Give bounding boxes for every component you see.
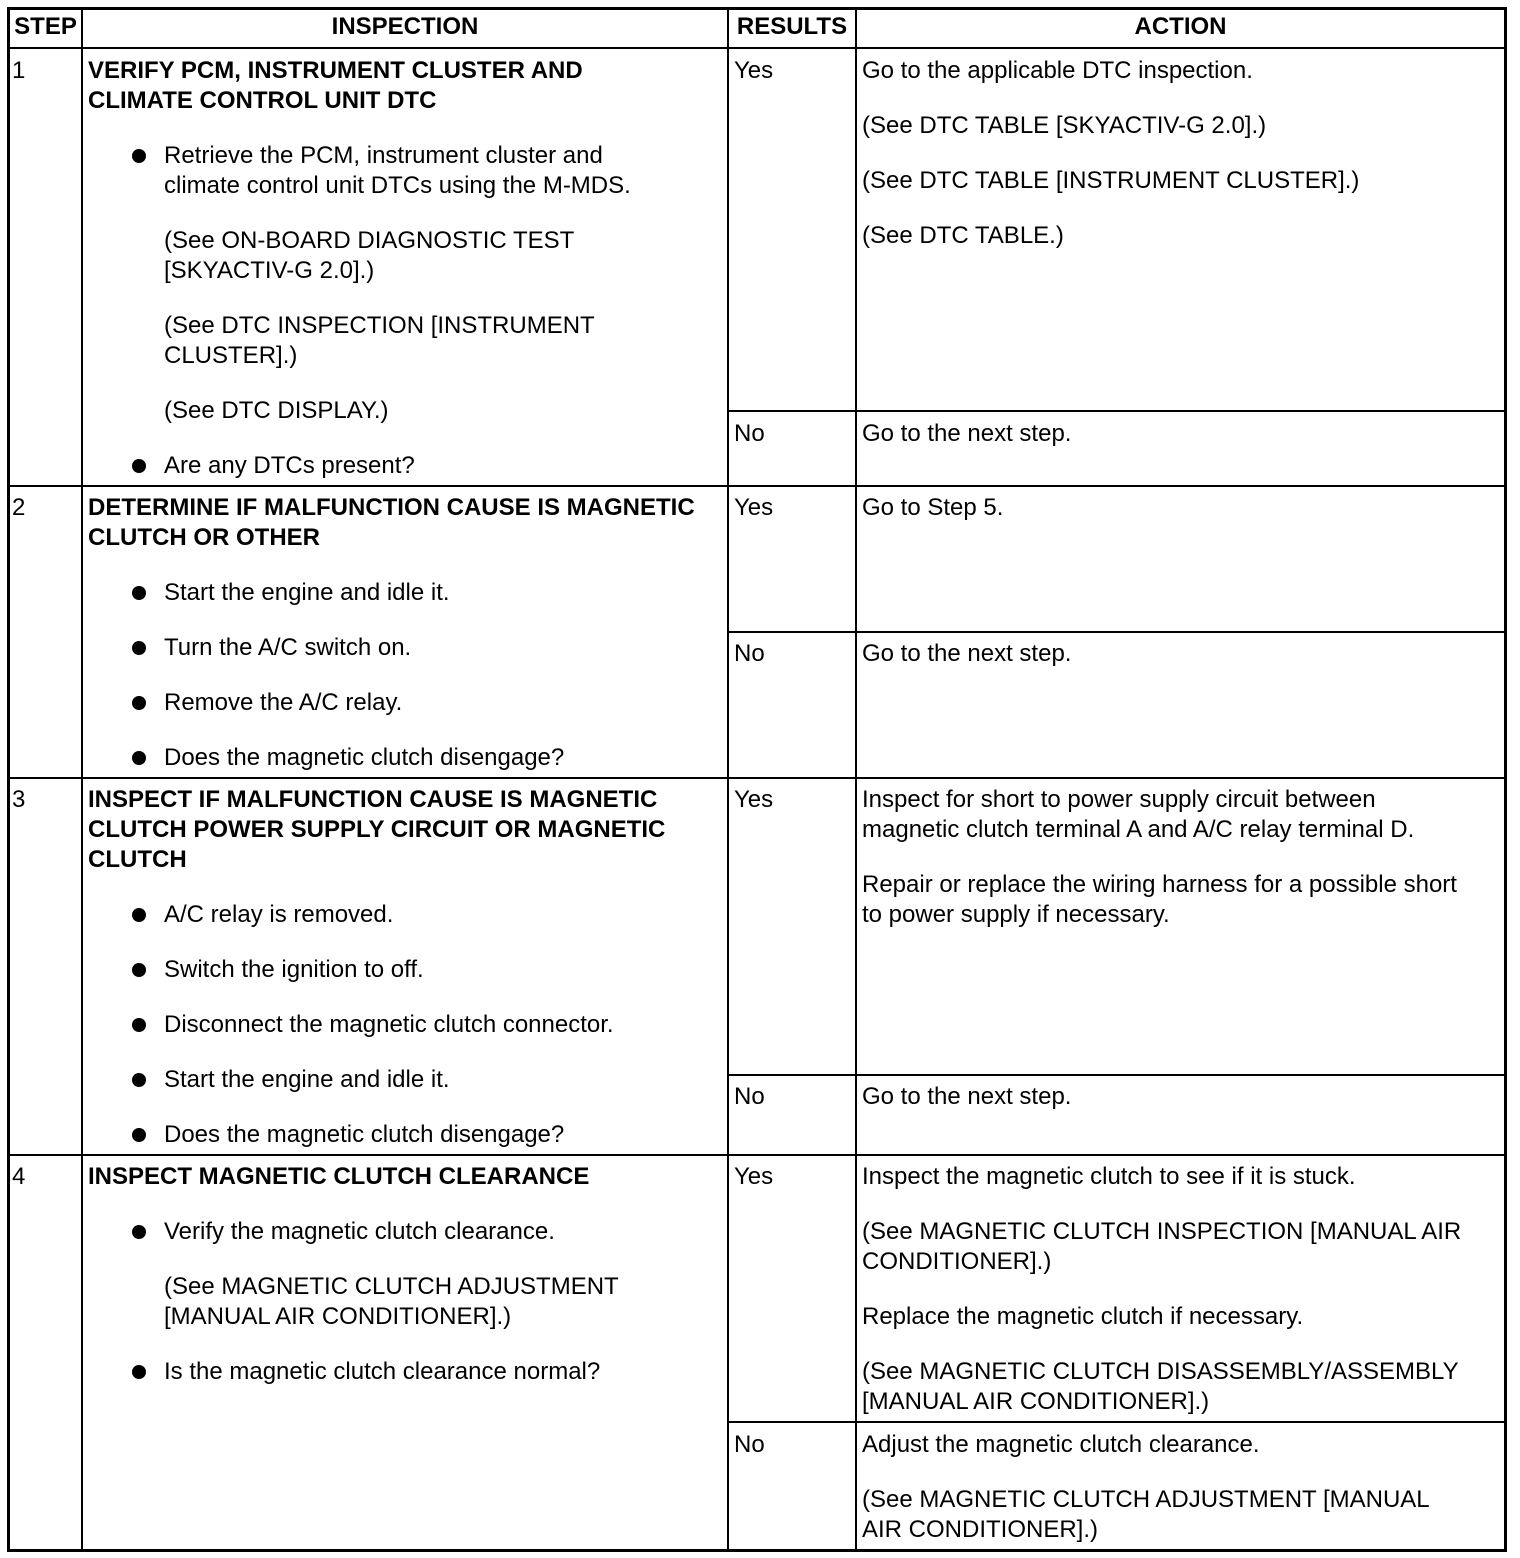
bullet-icon bbox=[132, 908, 146, 922]
row-divider-step3 bbox=[7, 1154, 1507, 1156]
yesno-divider-step2 bbox=[727, 631, 1507, 633]
result-yes: Yes bbox=[734, 1163, 774, 1190]
row-divider-step2 bbox=[7, 777, 1507, 779]
result-no: No bbox=[734, 640, 765, 667]
action-no: Go to the next step. bbox=[862, 420, 1072, 447]
step-1-inspection bbox=[88, 56, 724, 481]
bullet-icon bbox=[132, 149, 146, 163]
action-yes: Go to the applicable DTC inspection. (See DTC TABLE [SKYACTIV-G 2.0].) (See DTC TABLE [INSTRUMENT CLUSTER].) (See DTC TABLE.) bbox=[862, 57, 1360, 249]
inspection-bullet: Verify the magnetic clutch clearance. bbox=[88, 1217, 724, 1247]
action-no: Adjust the magnetic clutch clearance. (See MAGNETIC CLUTCH ADJUSTMENT [MANUAL AIR CONDITIONER].) bbox=[862, 1431, 1430, 1543]
inspection-bullet: Disconnect the magnetic clutch connector. bbox=[88, 1010, 724, 1040]
col-divider-results bbox=[855, 7, 857, 1552]
diagnostic-table bbox=[7, 7, 1507, 1552]
step-2-inspection bbox=[88, 493, 724, 773]
table-border-top bbox=[7, 7, 1507, 10]
bullet-icon bbox=[132, 696, 146, 710]
header-step: STEP bbox=[14, 13, 77, 40]
inspection-bullet: A/C relay is removed. bbox=[88, 900, 724, 930]
bullet-icon bbox=[132, 1365, 146, 1379]
inspection-bullet: Start the engine and idle it. bbox=[88, 578, 724, 608]
result-yes: Yes bbox=[734, 786, 774, 813]
yesno-divider-step1 bbox=[727, 410, 1507, 412]
result-no: No bbox=[734, 1083, 765, 1110]
yesno-divider-step3 bbox=[727, 1074, 1507, 1076]
row-divider-header bbox=[7, 47, 1507, 49]
inspection-bullet: Turn the A/C switch on. bbox=[88, 633, 724, 663]
action-no: Go to the next step. bbox=[862, 640, 1072, 667]
action-yes: Go to Step 5. bbox=[862, 494, 1004, 521]
result-no: No bbox=[734, 1431, 765, 1458]
inspection-title: VERIFY PCM, INSTRUMENT CLUSTER AND CLIMATE CONTROL UNIT DTC bbox=[88, 57, 583, 114]
step-3-inspection bbox=[88, 785, 724, 1150]
result-yes: Yes bbox=[734, 57, 774, 84]
inspection-title: DETERMINE IF MALFUNCTION CAUSE IS MAGNETIC CLUTCH OR OTHER bbox=[88, 494, 695, 551]
inspection-reference: (See DTC DISPLAY.) bbox=[164, 397, 389, 424]
inspection-bullet: Start the engine and idle it. bbox=[88, 1065, 724, 1095]
bullet-icon bbox=[132, 459, 146, 473]
col-divider-step bbox=[81, 7, 83, 1552]
row-divider-step1 bbox=[7, 485, 1507, 487]
step-number: 1 bbox=[12, 57, 26, 84]
bullet-icon bbox=[132, 1073, 146, 1087]
action-yes: Inspect the magnetic clutch to see if it is stuck. (See MAGNETIC CLUTCH INSPECTION [MANUAL AIR CONDITIONER].) Replace the magnetic clutch if necessary. (See MAGNETIC CLUTCH DISASSEMBLY/ASSEMBLY [MANUAL AIR CONDITIONER].) bbox=[862, 1163, 1462, 1415]
result-no: No bbox=[734, 420, 765, 447]
col-divider-inspection bbox=[727, 7, 729, 1552]
table-border-bottom bbox=[7, 1549, 1507, 1552]
inspection-reference: (See ON-BOARD DIAGNOSTIC TEST [SKYACTIV-G 2.0].) bbox=[164, 227, 575, 284]
step-number: 4 bbox=[12, 1163, 26, 1190]
table-border-right bbox=[1504, 7, 1507, 1552]
bullet-icon bbox=[132, 1018, 146, 1032]
step-number: 3 bbox=[12, 786, 26, 813]
header-action: ACTION bbox=[1134, 13, 1227, 40]
header-inspection: INSPECTION bbox=[331, 13, 479, 40]
inspection-bullet: Retrieve the PCM, instrument cluster and climate control unit DTCs using the M-MDS. bbox=[88, 141, 724, 201]
header-results: RESULTS bbox=[736, 13, 848, 40]
action-no: Go to the next step. bbox=[862, 1083, 1072, 1110]
result-yes: Yes bbox=[734, 494, 774, 521]
inspection-title: INSPECT MAGNETIC CLUTCH CLEARANCE bbox=[88, 1163, 590, 1190]
bullet-icon bbox=[132, 1225, 146, 1239]
inspection-bullet: Does the magnetic clutch disengage? bbox=[88, 743, 724, 773]
yesno-divider-step4 bbox=[727, 1421, 1507, 1423]
step-4-inspection bbox=[88, 1162, 724, 1387]
inspection-reference: (See MAGNETIC CLUTCH ADJUSTMENT [MANUAL AIR CONDITIONER].) bbox=[164, 1273, 619, 1330]
bullet-icon bbox=[132, 751, 146, 765]
inspection-title: INSPECT IF MALFUNCTION CAUSE IS MAGNETIC CLUTCH POWER SUPPLY CIRCUIT OR MAGNETIC CLUTCH bbox=[88, 786, 666, 873]
inspection-bullet: Switch the ignition to off. bbox=[88, 955, 724, 985]
inspection-bullet: Are any DTCs present? bbox=[88, 451, 724, 481]
action-yes: Inspect for short to power supply circuit between magnetic clutch terminal A and A/C relay terminal D. Repair or replace the wiring harness for a possible short to power supply if necessary. bbox=[862, 786, 1457, 928]
inspection-reference: (See DTC INSPECTION [INSTRUMENT CLUSTER].) bbox=[164, 312, 595, 369]
bullet-icon bbox=[132, 963, 146, 977]
bullet-icon bbox=[132, 1128, 146, 1142]
bullet-icon bbox=[132, 586, 146, 600]
step-number: 2 bbox=[12, 494, 26, 521]
inspection-bullet: Does the magnetic clutch disengage? bbox=[88, 1120, 724, 1150]
inspection-bullet: Remove the A/C relay. bbox=[88, 688, 724, 718]
bullet-icon bbox=[132, 641, 146, 655]
table-border-left bbox=[7, 7, 10, 1552]
inspection-bullet: Is the magnetic clutch clearance normal? bbox=[88, 1357, 724, 1387]
